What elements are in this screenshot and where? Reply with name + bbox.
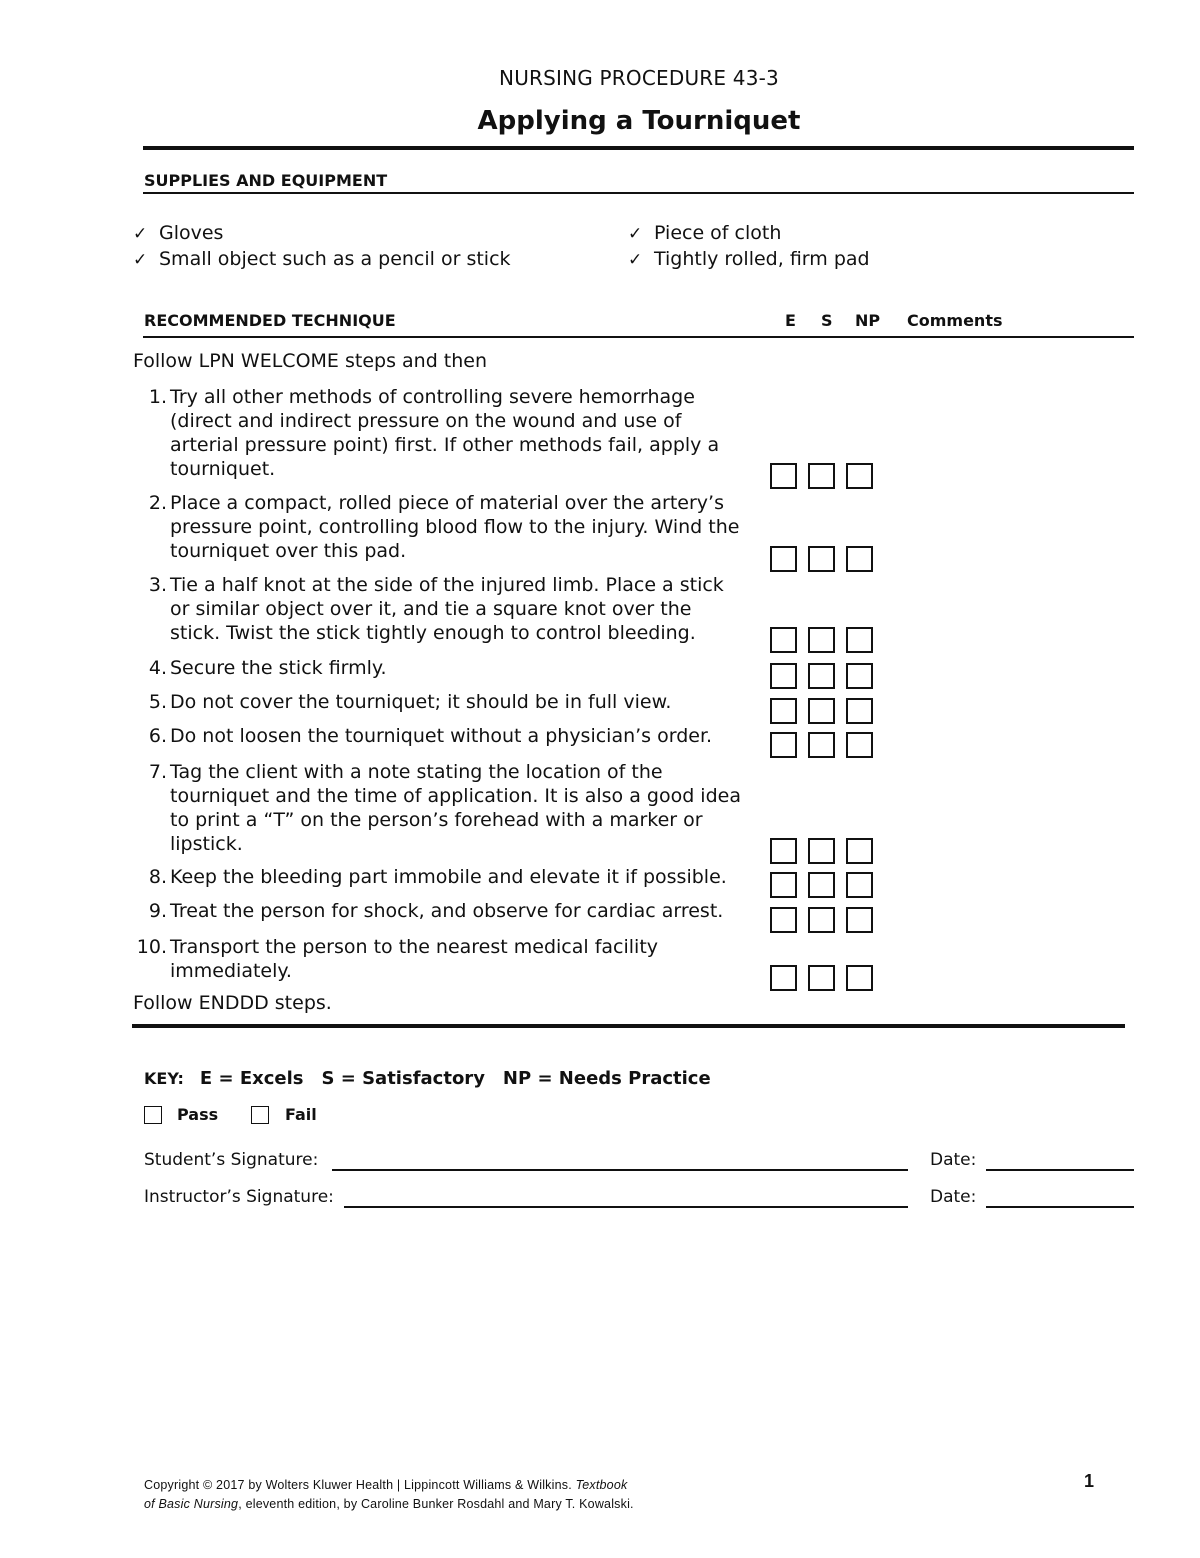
step-6-np-checkbox[interactable] [846, 732, 873, 758]
column-header-np: NP [855, 311, 881, 330]
step-7-np-checkbox[interactable] [846, 838, 873, 864]
checkmark-icon: ✓ [133, 224, 148, 244]
step-3-s-checkbox[interactable] [808, 627, 835, 653]
step-1-e-checkbox[interactable] [770, 463, 797, 489]
step-3-e-checkbox[interactable] [770, 627, 797, 653]
intro-text: Follow LPN WELCOME steps and then [133, 350, 488, 372]
step-8-e-checkbox[interactable] [770, 872, 797, 898]
column-header-s: S [821, 311, 833, 330]
step-9-s-checkbox[interactable] [808, 907, 835, 933]
procedure-number: NURSING PROCEDURE 43-3 [499, 66, 779, 90]
step-10-e-checkbox[interactable] [770, 965, 797, 991]
step-2-np-checkbox[interactable] [846, 546, 873, 572]
step-5-s-checkbox[interactable] [808, 698, 835, 724]
student-signature-label: Student’s Signature: [144, 1150, 319, 1170]
step-1-s-checkbox[interactable] [808, 463, 835, 489]
step-8-s-checkbox[interactable] [808, 872, 835, 898]
step-5-e-checkbox[interactable] [770, 698, 797, 724]
step-4-s-checkbox[interactable] [808, 663, 835, 689]
technique-end-divider [132, 1024, 1125, 1028]
step-3-np-checkbox[interactable] [846, 627, 873, 653]
step-9-np-checkbox[interactable] [846, 907, 873, 933]
title-divider [143, 146, 1134, 150]
key-legend: KEY: E = Excels S = Satisfactory NP = Needs Practice [144, 1068, 711, 1089]
step-6-s-checkbox[interactable] [808, 732, 835, 758]
checkmark-icon: ✓ [628, 224, 643, 244]
fail-label: Fail [285, 1105, 317, 1124]
fail-checkbox[interactable] [251, 1106, 269, 1124]
pass-checkbox[interactable] [144, 1106, 162, 1124]
supply-item: ✓ Gloves [133, 222, 224, 244]
checkmark-icon: ✓ [133, 250, 148, 270]
step-1-np-checkbox[interactable] [846, 463, 873, 489]
student-signature-line[interactable] [332, 1169, 908, 1171]
instructor-signature-label: Instructor’s Signature: [144, 1187, 334, 1207]
student-date-line[interactable] [986, 1169, 1134, 1171]
checkmark-icon: ✓ [628, 250, 643, 270]
instructor-signature-line[interactable] [344, 1206, 908, 1208]
student-date-label: Date: [930, 1150, 977, 1170]
pass-label: Pass [177, 1105, 219, 1124]
step-4-np-checkbox[interactable] [846, 663, 873, 689]
column-header-comments: Comments [907, 311, 1003, 330]
step-2-s-checkbox[interactable] [808, 546, 835, 572]
supply-item: ✓ Small object such as a pencil or stick [133, 248, 511, 270]
technique-heading: RECOMMENDED TECHNIQUE [144, 311, 396, 330]
supply-item: ✓ Tightly rolled, firm pad [628, 248, 870, 270]
step-5-np-checkbox[interactable] [846, 698, 873, 724]
instructor-date-line[interactable] [986, 1206, 1134, 1208]
step-9-e-checkbox[interactable] [770, 907, 797, 933]
step-7-s-checkbox[interactable] [808, 838, 835, 864]
page-title: Applying a Tourniquet [477, 106, 801, 136]
page-number: 1 [1084, 1471, 1095, 1491]
supplies-heading: SUPPLIES AND EQUIPMENT [144, 171, 388, 190]
technique-divider [143, 336, 1134, 338]
step-8-np-checkbox[interactable] [846, 872, 873, 898]
step-4-e-checkbox[interactable] [770, 663, 797, 689]
copyright-footer: Copyright © 2017 by Wolters Kluwer Health | Lippincott Williams & Wilkins. Textbook of Basic Nursing, eleventh edition, by Caroline Bunker Rosdahl and Mary T. Kowalski. [144, 1478, 634, 1511]
supply-item: ✓ Piece of cloth [628, 222, 782, 244]
step-6-e-checkbox[interactable] [770, 732, 797, 758]
step-10-s-checkbox[interactable] [808, 965, 835, 991]
step-2-e-checkbox[interactable] [770, 546, 797, 572]
step-10-np-checkbox[interactable] [846, 965, 873, 991]
outro-text: Follow ENDDD steps. [133, 992, 332, 1014]
column-header-e: E [785, 311, 796, 330]
instructor-date-label: Date: [930, 1187, 977, 1207]
supplies-divider [143, 192, 1134, 194]
step-7-e-checkbox[interactable] [770, 838, 797, 864]
